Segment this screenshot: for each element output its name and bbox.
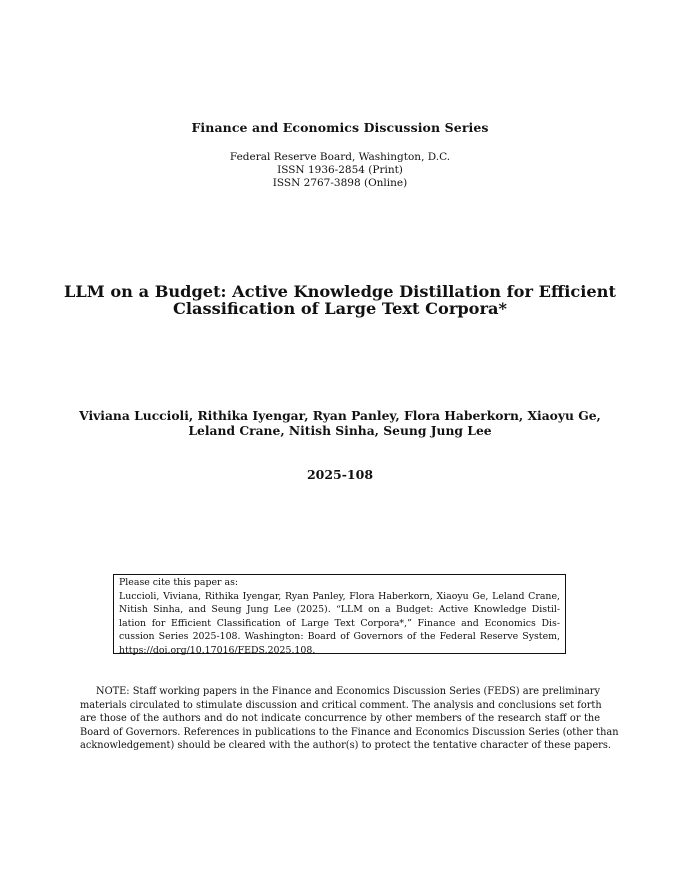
issn-print: ISSN 1936-2854 (Print) [277, 164, 403, 176]
author-list [40, 409, 640, 438]
note-line: are those of the authors and do not indicate concurrence by other members of the research staff or the [80, 713, 600, 725]
citation-line: Please cite this paper as: [119, 577, 239, 588]
issn-online: ISSN 2767-3898 (Online) [272, 177, 408, 189]
note-line: NOTE: Staff working papers in the Finance and Economics Discussion Series (FEDS) are preliminary [96, 686, 600, 697]
publisher-line: Federal Reserve Board, Washington, D.C. [229, 151, 451, 163]
disclaimer-note [80, 685, 619, 753]
note-line: acknowledgement) should be cleared with the author(s) to protect the tentative character of these papers. [80, 740, 611, 752]
author-line-2: Leland Crane, Nitish Sinha, Seung Jung Lee [188, 422, 492, 438]
citation-box [113, 574, 566, 654]
citation-line: cussion Series 2025-108. Washington: Board of Governors of the Federal Reserve System, [119, 631, 560, 643]
note-line: materials circulated to stimulate discussion and critical comment. The analysis and conclusions set forth [80, 699, 602, 711]
author-line-1: Viviana Luccioli, Rithika Iyengar, Ryan Panley, Flora Haberkorn, Xiaoyu Ge, [79, 408, 601, 423]
paper-title-line-2: Classification of Large Text Corpora* [173, 299, 507, 318]
paper-title [60, 283, 620, 317]
publisher-info [0, 151, 680, 190]
paper-title-line-1: LLM on a Budget: Active Knowledge Distillation for Efficient [64, 282, 616, 301]
series-title: Finance and Economics Discussion Series [191, 120, 489, 135]
citation-line: Luccioli, Viviana, Rithika Iyengar, Ryan Panley, Flora Haberkorn, Xiaoyu Ge, Leland Crane, [119, 590, 560, 602]
paper-number: 2025-108 [306, 467, 374, 482]
citation-doi-link[interactable]: https://doi.org/10.17016/FEDS.2025.108. [119, 644, 316, 656]
citation-line: Nitish Sinha, and Seung Jung Lee (2025). “LLM on a Budget: Active Knowledge Distil- [119, 604, 560, 616]
citation-line: lation for Efficient Classification of Large Text Corpora*,” Finance and Economics Dis- [119, 617, 560, 629]
note-line: Board of Governors. References in publications to the Finance and Economics Discussion Series (other than [80, 726, 619, 738]
